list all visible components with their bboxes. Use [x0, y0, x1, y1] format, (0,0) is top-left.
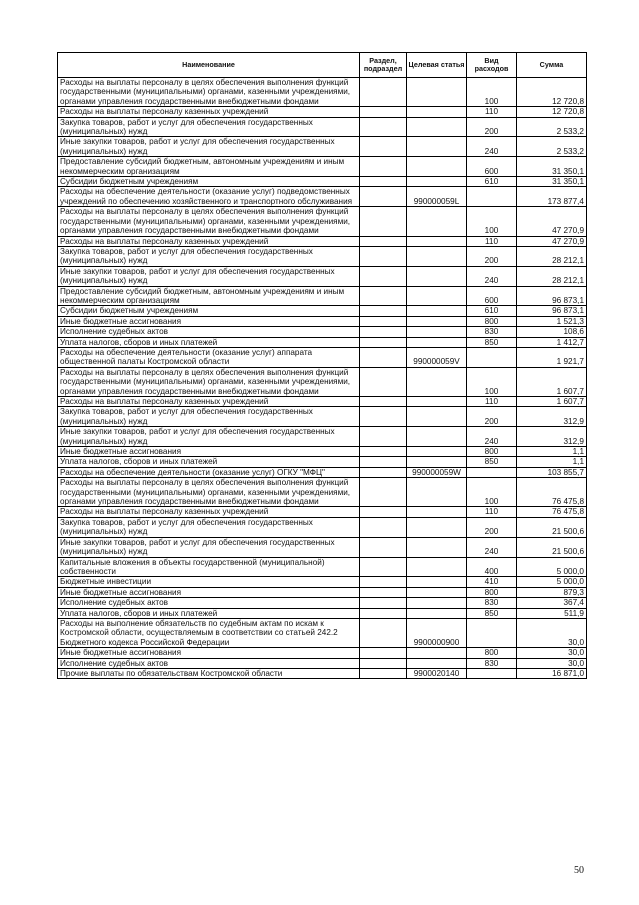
cell-name: Расходы на выплаты персоналу казенных учреждений — [58, 397, 360, 407]
cell-sum: 1 412,7 — [517, 337, 587, 347]
cell-kind — [467, 467, 517, 477]
cell-section — [360, 397, 407, 407]
cell-sum: 47 270,9 — [517, 207, 587, 236]
cell-section — [360, 236, 407, 246]
cell-target — [407, 117, 467, 137]
cell-sum: 31 350,1 — [517, 157, 587, 177]
cell-section — [360, 78, 407, 107]
cell-sum: 21 500,6 — [517, 517, 587, 537]
cell-sum: 28 212,1 — [517, 246, 587, 266]
cell-target — [407, 306, 467, 316]
cell-section — [360, 618, 407, 647]
cell-name: Иные закупки товаров, работ и услуг для обеспечения государственных (муниципальных) нужд — [58, 266, 360, 286]
cell-kind: 100 — [467, 478, 517, 507]
cell-kind: 240 — [467, 427, 517, 447]
table-row — [58, 618, 587, 647]
cell-section — [360, 177, 407, 187]
cell-kind — [467, 618, 517, 647]
cell-section — [360, 407, 407, 427]
cell-kind: 600 — [467, 157, 517, 177]
cell-target — [407, 598, 467, 608]
cell-kind: 410 — [467, 577, 517, 587]
cell-target — [407, 137, 467, 157]
table-row — [58, 648, 587, 658]
cell-name: Уплата налогов, сборов и иных платежей — [58, 457, 360, 467]
cell-kind: 830 — [467, 598, 517, 608]
cell-name: Расходы на выплаты персоналу в целях обеспечения выполнения функций государственными (муниципальными) органами, казенными учреждениями, органами управления государственными внебюджетными фондами — [58, 478, 360, 507]
cell-name: Расходы на обеспечение деятельности (оказание услуг) аппарата общественной палаты Костромской области — [58, 347, 360, 367]
cell-sum: 108,6 — [517, 327, 587, 337]
cell-target — [407, 327, 467, 337]
cell-name: Закупка товаров, работ и услуг для обеспечения государственных (муниципальных) нужд — [58, 407, 360, 427]
cell-name: Уплата налогов, сборов и иных платежей — [58, 337, 360, 347]
cell-name: Субсидии бюджетным учреждениям — [58, 177, 360, 187]
cell-target: 9900020140 — [407, 668, 467, 678]
cell-kind: 240 — [467, 137, 517, 157]
cell-target — [407, 177, 467, 187]
cell-target — [407, 207, 467, 236]
table-row — [58, 157, 587, 177]
cell-sum: 1,1 — [517, 457, 587, 467]
cell-name: Закупка товаров, работ и услуг для обеспечения государственных (муниципальных) нужд — [58, 517, 360, 537]
cell-target — [407, 447, 467, 457]
table-row — [58, 668, 587, 678]
cell-sum: 30,0 — [517, 658, 587, 668]
cell-target: 990000059W — [407, 467, 467, 477]
table-row — [58, 207, 587, 236]
cell-kind: 600 — [467, 286, 517, 306]
cell-sum: 16 871,0 — [517, 668, 587, 678]
cell-sum: 173 877,4 — [517, 187, 587, 207]
cell-name: Расходы на обеспечение деятельности (оказание услуг) ОГКУ "МФЦ" — [58, 467, 360, 477]
cell-sum: 2 533,2 — [517, 137, 587, 157]
table-row — [58, 427, 587, 447]
table-row — [58, 177, 587, 187]
cell-section — [360, 117, 407, 137]
cell-kind: 100 — [467, 78, 517, 107]
cell-name: Исполнение судебных актов — [58, 658, 360, 668]
cell-name: Иные бюджетные ассигнования — [58, 447, 360, 457]
cell-sum: 1,1 — [517, 447, 587, 457]
table-row — [58, 337, 587, 347]
table-row — [58, 478, 587, 507]
cell-sum: 879,3 — [517, 587, 587, 597]
cell-section — [360, 557, 407, 577]
cell-target — [407, 78, 467, 107]
cell-target — [407, 577, 467, 587]
header-kind: Вид расходов — [467, 53, 517, 78]
cell-target — [407, 236, 467, 246]
cell-name: Предоставление субсидий бюджетным, автономным учреждениям и иным некоммерческим организациям — [58, 286, 360, 306]
table-row — [58, 367, 587, 396]
cell-name: Иные бюджетные ассигнования — [58, 648, 360, 658]
cell-section — [360, 337, 407, 347]
table-row — [58, 587, 587, 597]
header-section: Раздел, подраздел — [360, 53, 407, 78]
cell-target — [407, 246, 467, 266]
cell-section — [360, 598, 407, 608]
cell-name: Расходы на выплаты персоналу казенных учреждений — [58, 107, 360, 117]
cell-target — [407, 608, 467, 618]
cell-name: Иные закупки товаров, работ и услуг для обеспечения государственных (муниципальных) нужд — [58, 137, 360, 157]
table-row — [58, 397, 587, 407]
cell-sum: 1 607,7 — [517, 367, 587, 396]
table-row — [58, 266, 587, 286]
cell-kind: 240 — [467, 537, 517, 557]
cell-kind: 610 — [467, 306, 517, 316]
table-row — [58, 658, 587, 668]
cell-name: Уплата налогов, сборов и иных платежей — [58, 608, 360, 618]
table-row — [58, 407, 587, 427]
table-row — [58, 507, 587, 517]
cell-target — [407, 266, 467, 286]
cell-kind: 800 — [467, 447, 517, 457]
table-row — [58, 457, 587, 467]
cell-name: Предоставление субсидий бюджетным, автономным учреждениям и иным некоммерческим организациям — [58, 157, 360, 177]
cell-sum: 1 607,7 — [517, 397, 587, 407]
table-row — [58, 467, 587, 477]
cell-kind — [467, 347, 517, 367]
cell-name: Субсидии бюджетным учреждениям — [58, 306, 360, 316]
cell-name: Иные закупки товаров, работ и услуг для обеспечения государственных (муниципальных) нужд — [58, 427, 360, 447]
cell-kind: 110 — [467, 397, 517, 407]
cell-section — [360, 347, 407, 367]
table-row — [58, 537, 587, 557]
table-header-row — [58, 53, 587, 78]
cell-kind: 200 — [467, 246, 517, 266]
cell-target — [407, 107, 467, 117]
cell-kind — [467, 187, 517, 207]
cell-target — [407, 557, 467, 577]
cell-name: Иные бюджетные ассигнования — [58, 587, 360, 597]
cell-section — [360, 367, 407, 396]
table-row — [58, 117, 587, 137]
cell-name: Исполнение судебных актов — [58, 598, 360, 608]
cell-kind: 800 — [467, 316, 517, 326]
cell-name: Закупка товаров, работ и услуг для обеспечения государственных (муниципальных) нужд — [58, 246, 360, 266]
table-row — [58, 327, 587, 337]
cell-sum: 28 212,1 — [517, 266, 587, 286]
header-target: Целевая статья — [407, 53, 467, 78]
cell-section — [360, 266, 407, 286]
cell-section — [360, 668, 407, 678]
table-row — [58, 447, 587, 457]
cell-kind: 830 — [467, 327, 517, 337]
page-number: 50 — [574, 865, 584, 876]
cell-section — [360, 457, 407, 467]
cell-target — [407, 157, 467, 177]
cell-target — [407, 367, 467, 396]
cell-sum: 1 521,3 — [517, 316, 587, 326]
cell-kind: 200 — [467, 517, 517, 537]
cell-kind — [467, 668, 517, 678]
cell-kind: 610 — [467, 177, 517, 187]
cell-sum: 2 533,2 — [517, 117, 587, 137]
cell-name: Расходы на выплаты персоналу казенных учреждений — [58, 236, 360, 246]
cell-name: Расходы на выполнение обязательств по судебным актам по искам к Костромской области, осуществляемым в соответствии со статьей 242.2 Бюджетного кодекса Российской Федерации — [58, 618, 360, 647]
cell-kind: 850 — [467, 337, 517, 347]
cell-name: Расходы на выплаты персоналу в целях обеспечения выполнения функций государственными (муниципальными) органами, казенными учреждениями, органами управления государственными внебюджетными фондами — [58, 207, 360, 236]
cell-target — [407, 537, 467, 557]
table-row — [58, 78, 587, 107]
cell-sum: 96 873,1 — [517, 286, 587, 306]
cell-name: Прочие выплаты по обязательствам Костромской области — [58, 668, 360, 678]
header-name: Наименование — [58, 53, 360, 78]
cell-kind: 850 — [467, 457, 517, 467]
cell-kind: 240 — [467, 266, 517, 286]
cell-target — [407, 316, 467, 326]
cell-name: Расходы на обеспечение деятельности (оказание услуг) подведомственных учреждений по обеспечению хозяйственного и транспортного обслуживания — [58, 187, 360, 207]
cell-target — [407, 587, 467, 597]
cell-kind: 400 — [467, 557, 517, 577]
cell-sum: 31 350,1 — [517, 177, 587, 187]
cell-section — [360, 608, 407, 618]
cell-target — [407, 457, 467, 467]
cell-section — [360, 577, 407, 587]
cell-name: Капитальные вложения в объекты государственной (муниципальной) собственности — [58, 557, 360, 577]
table-row — [58, 517, 587, 537]
cell-section — [360, 587, 407, 597]
cell-name: Расходы на выплаты персоналу в целях обеспечения выполнения функций государственными (муниципальными) органами, казенными учреждениями, органами управления государственными внебюджетными фондами — [58, 78, 360, 107]
cell-target — [407, 658, 467, 668]
table-row — [58, 107, 587, 117]
cell-section — [360, 107, 407, 117]
table-row — [58, 598, 587, 608]
cell-target — [407, 507, 467, 517]
cell-sum: 511,9 — [517, 608, 587, 618]
cell-kind: 800 — [467, 648, 517, 658]
cell-section — [360, 507, 407, 517]
header-sum: Сумма — [517, 53, 587, 78]
cell-target — [407, 478, 467, 507]
cell-sum: 47 270,9 — [517, 236, 587, 246]
table-row — [58, 246, 587, 266]
cell-sum: 103 855,7 — [517, 467, 587, 477]
cell-target: 9900000900 — [407, 618, 467, 647]
cell-kind: 100 — [467, 207, 517, 236]
cell-kind: 110 — [467, 107, 517, 117]
cell-section — [360, 306, 407, 316]
cell-kind: 110 — [467, 236, 517, 246]
cell-kind: 830 — [467, 658, 517, 668]
cell-sum: 76 475,8 — [517, 478, 587, 507]
cell-name: Бюджетные инвестиции — [58, 577, 360, 587]
cell-target — [407, 407, 467, 427]
cell-kind: 200 — [467, 407, 517, 427]
cell-target — [407, 517, 467, 537]
cell-section — [360, 517, 407, 537]
cell-sum: 21 500,6 — [517, 537, 587, 557]
cell-section — [360, 467, 407, 477]
cell-sum: 1 921,7 — [517, 347, 587, 367]
table-row — [58, 347, 587, 367]
cell-name: Иные бюджетные ассигнования — [58, 316, 360, 326]
cell-name: Иные закупки товаров, работ и услуг для обеспечения государственных (муниципальных) нужд — [58, 537, 360, 557]
cell-section — [360, 478, 407, 507]
table-row — [58, 577, 587, 587]
cell-target — [407, 427, 467, 447]
cell-section — [360, 187, 407, 207]
cell-target — [407, 337, 467, 347]
cell-section — [360, 316, 407, 326]
table-row — [58, 608, 587, 618]
cell-sum: 312,9 — [517, 407, 587, 427]
cell-sum: 5 000,0 — [517, 557, 587, 577]
cell-sum: 5 000,0 — [517, 577, 587, 587]
cell-sum: 12 720,8 — [517, 78, 587, 107]
cell-sum: 30,0 — [517, 648, 587, 658]
cell-name: Расходы на выплаты персоналу казенных учреждений — [58, 507, 360, 517]
cell-name: Исполнение судебных актов — [58, 327, 360, 337]
cell-target — [407, 648, 467, 658]
table-row — [58, 187, 587, 207]
cell-sum: 312,9 — [517, 427, 587, 447]
cell-sum: 76 475,8 — [517, 507, 587, 517]
cell-section — [360, 648, 407, 658]
cell-section — [360, 157, 407, 177]
cell-sum: 30,0 — [517, 618, 587, 647]
cell-section — [360, 427, 407, 447]
cell-section — [360, 137, 407, 157]
table-row — [58, 316, 587, 326]
cell-kind: 100 — [467, 367, 517, 396]
cell-kind: 800 — [467, 587, 517, 597]
cell-sum: 96 873,1 — [517, 306, 587, 316]
cell-kind: 200 — [467, 117, 517, 137]
cell-section — [360, 207, 407, 236]
table-row — [58, 306, 587, 316]
cell-section — [360, 286, 407, 306]
cell-target: 990000059L — [407, 187, 467, 207]
table-row — [58, 557, 587, 577]
table-row — [58, 236, 587, 246]
cell-sum: 367,4 — [517, 598, 587, 608]
cell-target — [407, 397, 467, 407]
cell-section — [360, 537, 407, 557]
cell-section — [360, 447, 407, 457]
budget-table — [57, 52, 587, 679]
cell-target — [407, 286, 467, 306]
table-row — [58, 137, 587, 157]
cell-name: Расходы на выплаты персоналу в целях обеспечения выполнения функций государственными (муниципальными) органами, казенными учреждениями, органами управления государственными внебюджетными фондами — [58, 367, 360, 396]
table-body — [58, 78, 587, 679]
cell-section — [360, 327, 407, 337]
cell-target: 990000059V — [407, 347, 467, 367]
table-row — [58, 286, 587, 306]
cell-kind: 110 — [467, 507, 517, 517]
cell-section — [360, 658, 407, 668]
cell-kind: 850 — [467, 608, 517, 618]
cell-section — [360, 246, 407, 266]
cell-name: Закупка товаров, работ и услуг для обеспечения государственных (муниципальных) нужд — [58, 117, 360, 137]
cell-sum: 12 720,8 — [517, 107, 587, 117]
